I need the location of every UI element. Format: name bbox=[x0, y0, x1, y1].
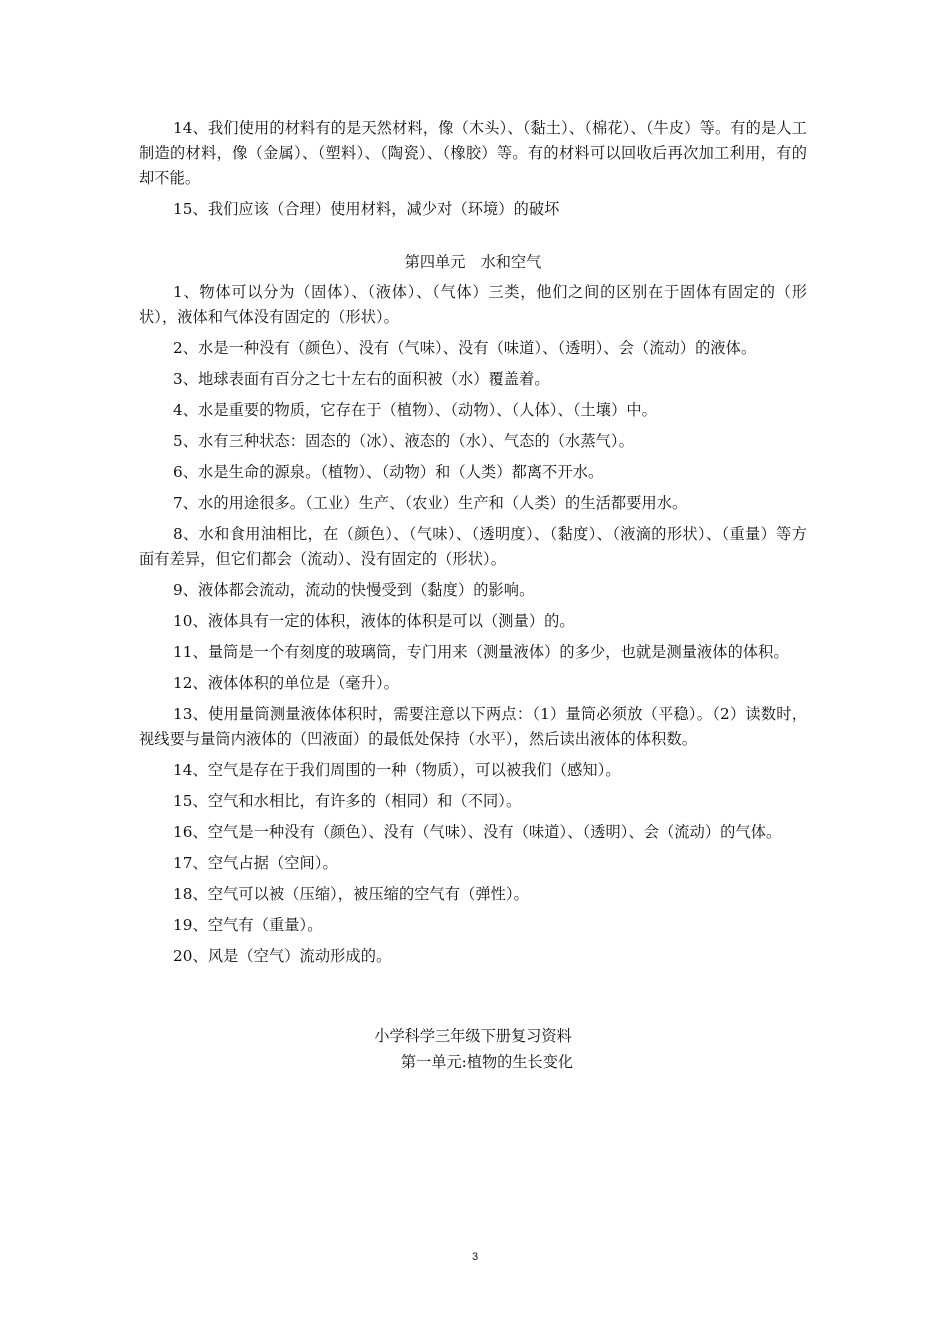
list-item: 3、地球表面有百分之七十左右的面积被（水）覆盖着。 bbox=[173, 370, 550, 388]
list-item: 18、空气可以被（压缩），被压缩的空气有（弹性）。 bbox=[173, 885, 529, 903]
list-item: 8、水和食用油相比，在（颜色）、（气味）、（透明度）、（黏度）、（液滴的形状）、（重量）等方面有差异，但它们都会（流动）、没有固定的（形状）。 bbox=[139, 525, 807, 568]
list-item: 2、水是一种没有（颜色）、没有（气味）、没有（味道）、（透明）、会（流动）的液体。 bbox=[173, 339, 757, 357]
list-item: 19、空气有（重量）。 bbox=[173, 916, 323, 934]
list-item: 4、水是重要的物质，它存在于（植物）、（动物）、（人体）、（土壤）中。 bbox=[173, 401, 657, 419]
paragraph-15: 15、我们应该（合理）使用材料，减少对（环境）的破坏 bbox=[173, 200, 560, 218]
list-item: 10、液体具有一定的体积，液体的体积是可以（测量）的。 bbox=[173, 612, 575, 630]
list-item: 14、空气是存在于我们周围的一种（物质），可以被我们（感知）。 bbox=[173, 761, 621, 779]
next-section-subtitle: 第一单元:植物的生长变化 bbox=[400, 1053, 574, 1071]
page-content bbox=[139, 116, 807, 1075]
list-item: 16、空气是一种没有（颜色）、没有（气味）、没有（味道）、（透明）、会（流动）的气体。 bbox=[173, 823, 782, 841]
list-item: 5、水有三种状态：固态的（冰）、液态的（水）、气态的（水蒸气）。 bbox=[173, 432, 634, 450]
unit4-heading: 第四单元 水和空气 bbox=[404, 253, 542, 271]
list-item: 20、风是（空气）流动形成的。 bbox=[173, 947, 392, 965]
unit4-list bbox=[139, 280, 807, 969]
list-item: 9、液体都会流动，流动的快慢受到（黏度）的影响。 bbox=[173, 581, 535, 599]
list-item: 12、液体体积的单位是（毫升）。 bbox=[173, 674, 399, 692]
list-item: 11、量筒是一个有刻度的玻璃筒，专门用来（测量液体）的多少，也就是测量液体的体积。 bbox=[173, 643, 789, 661]
page-number: 3 bbox=[471, 1251, 479, 1263]
list-item: 6、水是生命的源泉。（植物）、（动物）和（人类）都离不开水。 bbox=[173, 463, 604, 481]
next-section-title: 小学科学三年级下册复习资料 bbox=[374, 1027, 572, 1045]
paragraph-14: 14、我们使用的材料有的是天然材料，像（木头）、（黏土）、（棉花）、（牛皮）等。有的是人工制造的材料，像（金属）、（塑料）、（陶瓷）、（橡胶）等。有的材料可以回收后再次加工利用，有的却不能。 bbox=[139, 119, 807, 187]
next-section bbox=[139, 1023, 807, 1075]
list-item: 15、空气和水相比，有许多的（相同）和（不同）。 bbox=[173, 792, 522, 810]
list-item: 17、空气占据（空间）。 bbox=[173, 854, 338, 872]
list-item: 13、使用量筒测量液体体积时，需要注意以下两点：（1）量筒必须放（平稳）。（2）读数时，视线要与量筒内液体的（凹液面）的最低处保持（水平），然后读出液体的体积数。 bbox=[139, 705, 807, 748]
list-item: 7、水的用途很多。（工业）生产、（农业）生产和（人类）的生活都要用水。 bbox=[173, 494, 688, 512]
list-item: 1、物体可以分为（固体）、（液体）、（气体）三类，他们之间的区别在于固体有固定的（形状），液体和气体没有固定的（形状）。 bbox=[139, 283, 807, 326]
